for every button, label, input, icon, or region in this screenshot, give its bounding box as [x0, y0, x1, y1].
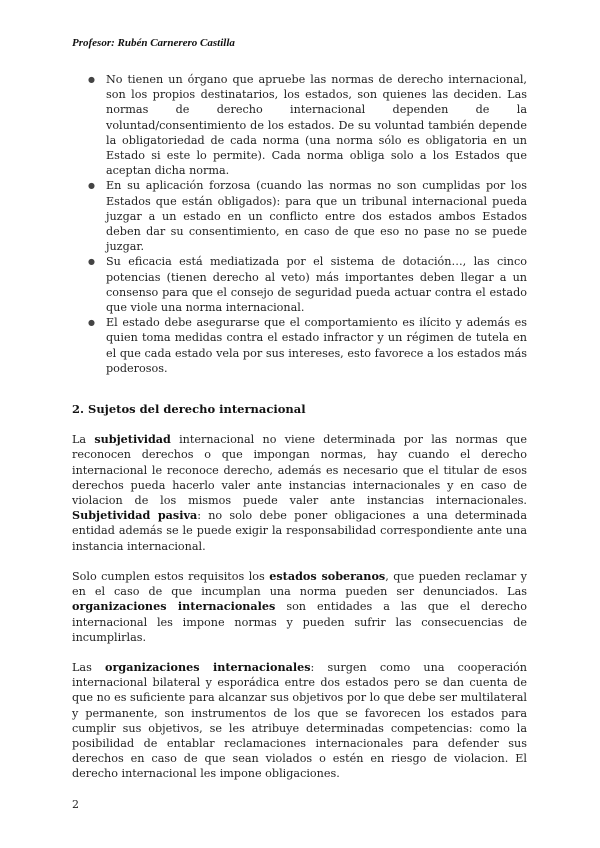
bullet-list — [72, 72, 527, 376]
section-heading: 2. Sujetos del derecho internacional — [72, 402, 306, 417]
text-run: Solo cumplen estos requisitos los — [72, 569, 270, 583]
bold-term-organizaciones: organizaciones internacionales — [72, 599, 276, 614]
paragraph-estados-soberanos — [72, 569, 527, 645]
page-number: 2 — [72, 798, 79, 811]
page-header: Profesor: Rubén Carnerero Castilla — [72, 37, 235, 49]
text-run: : no solo debe poner obligaciones a una determinada entidad además se le puede exigir la responsabilidad correspondiente ante una instancia internacional. — [72, 509, 528, 553]
bold-term-estados-soberanos: estados soberanos — [269, 568, 386, 583]
paragraph-organizaciones — [72, 660, 527, 782]
document-body — [72, 72, 527, 797]
text-run: , que pueden reclamar y en el caso de que incumplan una norma pueden ser denunciados. Las — [72, 569, 527, 599]
bullet-item-1: ● No tienen un órgano que apruebe las normas de derecho internacional, son los propios destinatarios, los estados, son quienes las deciden. Las normas de derecho internacional dependen de la voluntad/consentimiento de los estados. De su voluntad también depende la obligatoriedad de cada norma (una norma sólo es obligatoria en un Estado si este lo permite). Cada norma obliga solo a los Estados que aceptan dicha norma. — [106, 72, 527, 178]
text-run: : surgen como una cooperación internacional bilateral y esporádica entre dos estados pero se dan cuenta de que no es suficiente para alcanzar sus objetivos por lo que debe ser multilateral y permanente, son instrumentos de los que se favorecen los estados para cumplir sus objetivos, se les atribuye determinadas competencias: como la posibilidad de entablar reclamaciones internacionales para defender sus derechos en caso de que sean violados o estén en riesgo de violacion. El derecho internacional les impone obligaciones. — [72, 660, 527, 781]
text-run: Las — [72, 660, 106, 674]
bullet-item-4: ● El estado debe asegurarse que el comportamiento es ilícito y además es quien toma medidas contra el estado infractor y un régimen de tutela en el que cada estado vela por sus intereses, esto favorece a los estados más poderosos. — [106, 315, 527, 376]
text-run: internacional no viene determinada por las normas que reconocen derechos o que impongan normas, hay cuando el derecho internacional le reconoce derecho, además es necesario que el titular de esos derechos pueda hacerlo valer ante instancias internacionales y en caso de violacion de los mismos puede valer ante instancias internacionales. — [72, 433, 528, 508]
bold-term-organizaciones-internacionales: organizaciones internacionales — [105, 659, 311, 674]
bullet-item-2: ● En su aplicación forzosa (cuando las normas no son cumplidas por los Estados que están obligados): para que un tribunal internacional pueda juzgar a un estado en un conflicto entre dos estados ambos Estados deben dar su consentimiento, en caso de que eso no pase no se puede juzgar. — [106, 178, 527, 254]
paragraph-subjetividad — [72, 432, 527, 554]
bold-term-subjetividad-pasiva: Subjetividad pasiva — [72, 508, 198, 523]
text-run: son entidades a las que el derecho internacional les impone normas y pueden sufrir las consecuencias de incumplirlas. — [72, 600, 527, 644]
bullet-item-3: ● Su eficacia está mediatizada por el sistema de dotación…, las cinco potencias (tienen derecho al veto) más importantes deben llegar a un consenso para que el consejo de seguridad pueda actuar contra el estado que viole una norma internacional. — [106, 254, 527, 315]
bold-term-subjetividad: subjetividad — [94, 432, 171, 447]
text-run: La — [72, 433, 95, 447]
